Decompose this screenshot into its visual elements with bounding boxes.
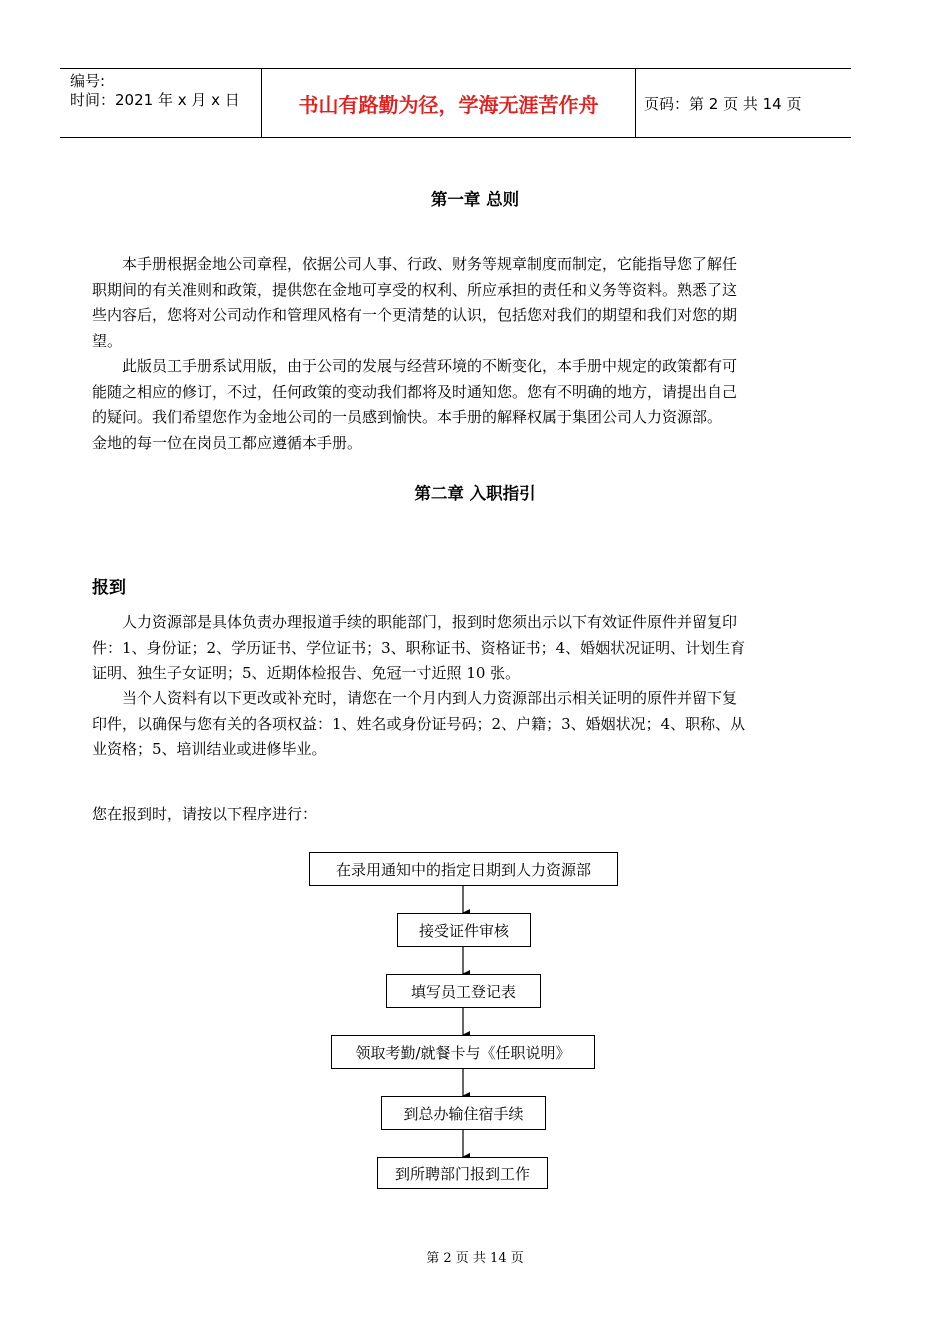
flow-step-4: 领取考勤/就餐卡与《任职说明》: [331, 1035, 595, 1069]
page-header: [60, 68, 851, 138]
flow-step-1: 在录用通知中的指定日期到人力资源部: [309, 852, 618, 886]
flow-step-3: 填写员工登记表: [386, 974, 541, 1008]
text-line: 望。: [92, 331, 123, 350]
header-page-info: 页码：第 2 页 共 14 页: [644, 94, 802, 113]
flow-step-5: 到总办输住宿手续: [381, 1096, 546, 1130]
chapter2-title: 第二章 入职指引: [414, 484, 536, 503]
text-line: 当个人资料有以下更改或补充时，请您在一个月内到人力资源部出示相关证明的原件并留下复: [92, 689, 738, 707]
section-title-report: 报到: [92, 578, 126, 598]
flow-step-2: 接受证件审核: [397, 913, 531, 947]
text-line: 些内容后，您将对公司动作和管理风格有一个更清楚的认识，包括您对我们的期望和我们对您的期: [92, 306, 738, 324]
text-line: 您在报到时，请按以下程序进行：: [92, 805, 318, 823]
text-line: 此版员工手册系试用版，由于公司的发展与经营环境的不断变化，本手册中规定的政策都有可: [92, 357, 738, 375]
time-label: 时间：2021 年 x 月 x 日: [70, 91, 240, 109]
number-label: 编号:: [70, 72, 106, 90]
text-line: 证明、独生子女证明；5、近期体检报告、免冠一寸近照 10 张。: [92, 664, 521, 682]
text-line: 本手册根据金地公司章程，依据公司人事、行政、财务等规章制度而制定，它能指导您了解任: [92, 255, 738, 273]
text-line: 业资格；5、培训结业或进修毕业。: [92, 740, 327, 758]
chapter2-paragraph-1: [92, 610, 820, 687]
text-line: 件：1、身份证；2、学历证书、学位证书；3、职称证书、资格证书；4、婚姻状况证明、计划生育: [92, 638, 746, 657]
text-line: 人力资源部是具体负责办理报道手续的职能部门，报到时您须出示以下有效证件原件并留复印: [92, 613, 738, 631]
text-line: 印件，以确保与您有关的各项权益：1、姓名或身份证号码；2、户籍；3、婚姻状况；4、职称、从: [92, 714, 746, 733]
chapter1-paragraph-2: [92, 354, 820, 456]
text-line: 的疑问。我们希望您作为金地公司的一员感到愉快。本手册的解释权属于集团公司人力资源部。: [92, 408, 723, 426]
procedure-intro: [92, 802, 820, 828]
header-motto: 书山有路勤为径，学海无涯苦作舟: [262, 69, 636, 137]
flow-step-6: 到所聘部门报到工作: [377, 1157, 548, 1189]
page-footer: 第 2 页 共 14 页: [426, 1251, 524, 1266]
text-line: 职期间的有关准则和政策，提供您在金地可享受的权利、所应承担的责任和义务等资料。熟悉了这: [92, 280, 738, 299]
text-line: 能随之相应的修订，不过，任何政策的变动我们都将及时通知您。您有不明确的地方，请提出自己: [92, 382, 738, 401]
chapter1-paragraph-1: [92, 252, 820, 354]
chapter1-title: 第一章 总则: [430, 190, 520, 209]
header-meta: [60, 69, 262, 137]
text-line: 金地的每一位在岗员工都应遵循本手册。: [92, 433, 363, 452]
chapter2-paragraph-2: [92, 686, 820, 763]
